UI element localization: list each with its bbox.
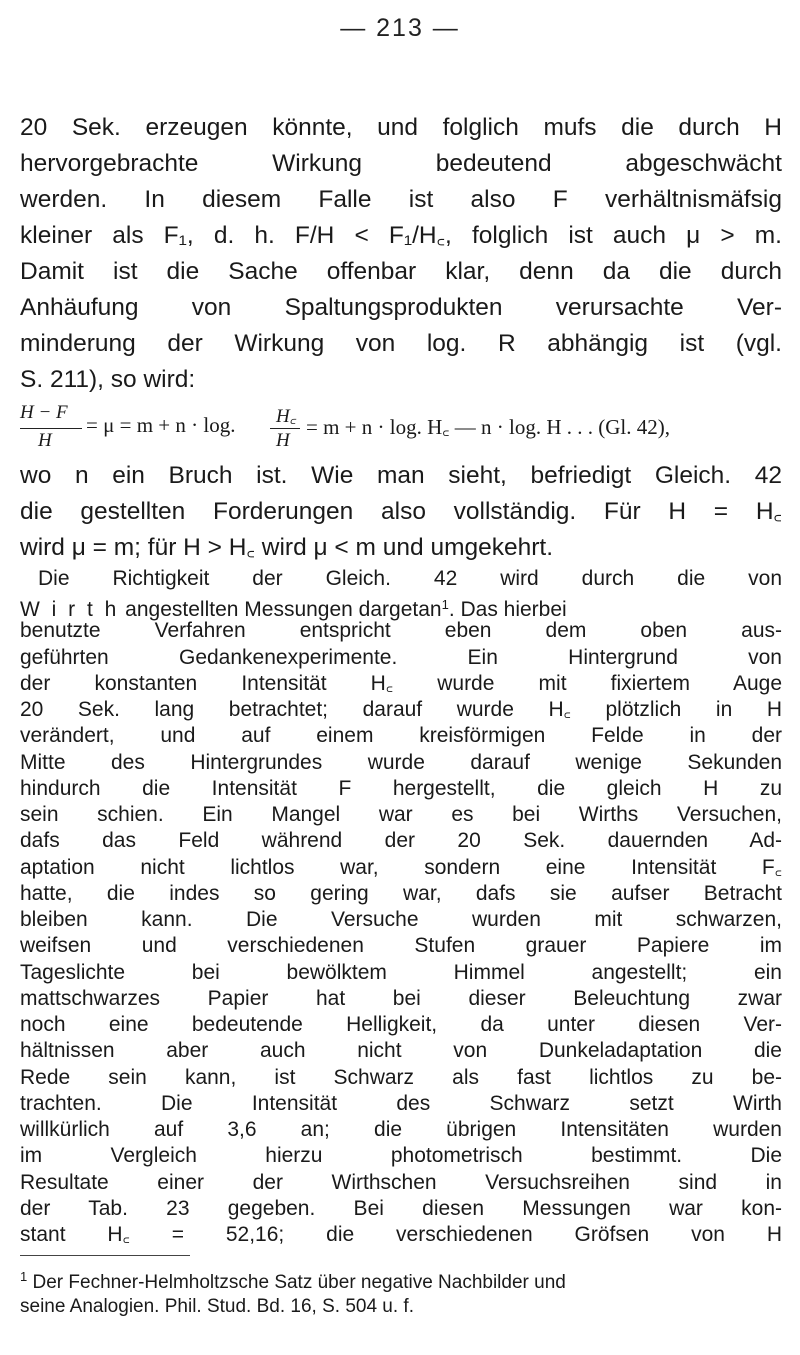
text-span: angestellten Messungen dargetan <box>119 598 442 622</box>
fraction-numerator: H꜀ <box>276 406 297 427</box>
text-line: bleiben kann. Die Versuche wurden mit schwarzen, <box>20 908 782 932</box>
text-line: Mitte des Hintergrundes wurde darauf wenige Sekunden <box>20 750 782 774</box>
text-line: 20 Sek. lang betrachtet; darauf wurde H꜀ plötzlich in H <box>20 698 782 722</box>
fraction-bar <box>20 428 82 429</box>
text-line: trachten. Die Intensität des Schwarz setzt Wirth <box>20 1091 782 1115</box>
page-number: — 213 — <box>340 14 460 42</box>
text-line: minderung der Wirkung von log. R abhängig ist (vgl. <box>20 330 782 357</box>
text-line: Damit ist die Sache offenbar klar, denn da die durch <box>20 258 782 285</box>
text-line: der Tab. 23 gegeben. Bei diesen Messungen war kon- <box>20 1196 782 1220</box>
text-line: wird μ = m; für H > H꜀ wird μ < m und umgekehrt. <box>20 534 554 561</box>
footnote-line: seine Analogien. Phil. Stud. Bd. 16, S. 504 u. f. <box>20 1296 414 1317</box>
text-line: 20 Sek. erzeugen könnte, und folglich mufs die durch H <box>20 114 782 141</box>
footnote-text: Der Fechner-Helmholtzsche Satz über negative Nachbilder und <box>27 1272 566 1293</box>
text-line: wo n ein Bruch ist. Wie man sieht, befriedigt Gleich. 42 <box>20 462 782 489</box>
text-line: dafs das Feld während der 20 Sek. dauernden Ad- <box>20 829 782 853</box>
text-line: der konstanten Intensität H꜀ wurde mit fixiertem Auge <box>20 671 782 695</box>
text-span: . Das hierbei <box>448 598 567 622</box>
text-line: Die Richtigkeit der Gleich. 42 wird durch die von <box>38 567 782 590</box>
text-line: Resultate einer der Wirthschen Versuchsreihen sind in <box>20 1170 782 1194</box>
text-line: Rede sein kann, ist Schwarz als fast lichtlos zu be- <box>20 1065 782 1089</box>
text-line: sein schien. Ein Mangel war es bei Wirths Versuchen, <box>20 803 782 827</box>
equation-part: = m + n · log. H꜀ — n · log. H . . . (Gl. 42), <box>306 415 671 439</box>
equation-part: = μ = m + n · log. <box>86 413 236 437</box>
text-line: hatte, die indes so gering war, dafs sie aufser Betracht <box>20 881 782 905</box>
text-line: aptation nicht lichtlos war, sondern eine Intensität F꜀ <box>20 855 782 879</box>
author-name: W i r t h <box>20 598 120 622</box>
footnote-number: 1 <box>20 1269 28 1284</box>
text-line: Tageslichte bei bewölktem Himmel angestellt; ein <box>20 960 782 984</box>
fraction-denominator: H <box>38 430 52 451</box>
text-line: hervorgebrachte Wirkung bedeutend abgeschwächt <box>20 150 782 177</box>
text-line: die gestellten Forderungen also vollständig. Für H = H꜀ <box>20 498 782 525</box>
text-line: verändert, und auf einem kreisförmigen Felde in der <box>20 724 782 748</box>
text-line: benutzte Verfahren entspricht eben dem oben aus- <box>20 619 782 643</box>
text-line: werden. In diesem Falle ist also F verhältnismäfsig <box>20 186 782 213</box>
fraction-bar <box>270 428 300 429</box>
text-line: geführten Gedankenexperimente. Ein Hintergrund von <box>20 645 782 669</box>
footnote-divider <box>20 1255 190 1256</box>
fraction-numerator: H − F <box>20 402 68 423</box>
text-line: weifsen und verschiedenen Stufen grauer Papiere im <box>20 934 782 958</box>
text-line: im Vergleich hierzu photometrisch bestimmt. Die <box>20 1144 782 1168</box>
text-line: noch eine bedeutende Helligkeit, da unter diesen Ver- <box>20 1013 782 1037</box>
text-line: S. 211), so wird: <box>20 366 196 393</box>
text-line: Anhäufung von Spaltungsprodukten verursachte Ver- <box>20 294 782 321</box>
text-line: hindurch die Intensität F hergestellt, die gleich H zu <box>20 776 782 800</box>
fraction-denominator: H <box>276 430 290 451</box>
footnote-marker: 1 <box>441 597 449 613</box>
text-line: mattschwarzes Papier hat bei dieser Beleuchtung zwar <box>20 986 782 1010</box>
text-line: willkürlich auf 3,6 an; die übrigen Intensitäten wurden <box>20 1118 782 1142</box>
text-line: stant H꜀ = 52,16; die verschiedenen Gröfsen von H <box>20 1223 782 1246</box>
text-line: hältnissen aber auch nicht von Dunkeladaptation die <box>20 1039 782 1063</box>
text-line: kleiner als F₁, d. h. F/H < F₁/H꜀, folglich ist auch μ > m. <box>20 222 782 249</box>
